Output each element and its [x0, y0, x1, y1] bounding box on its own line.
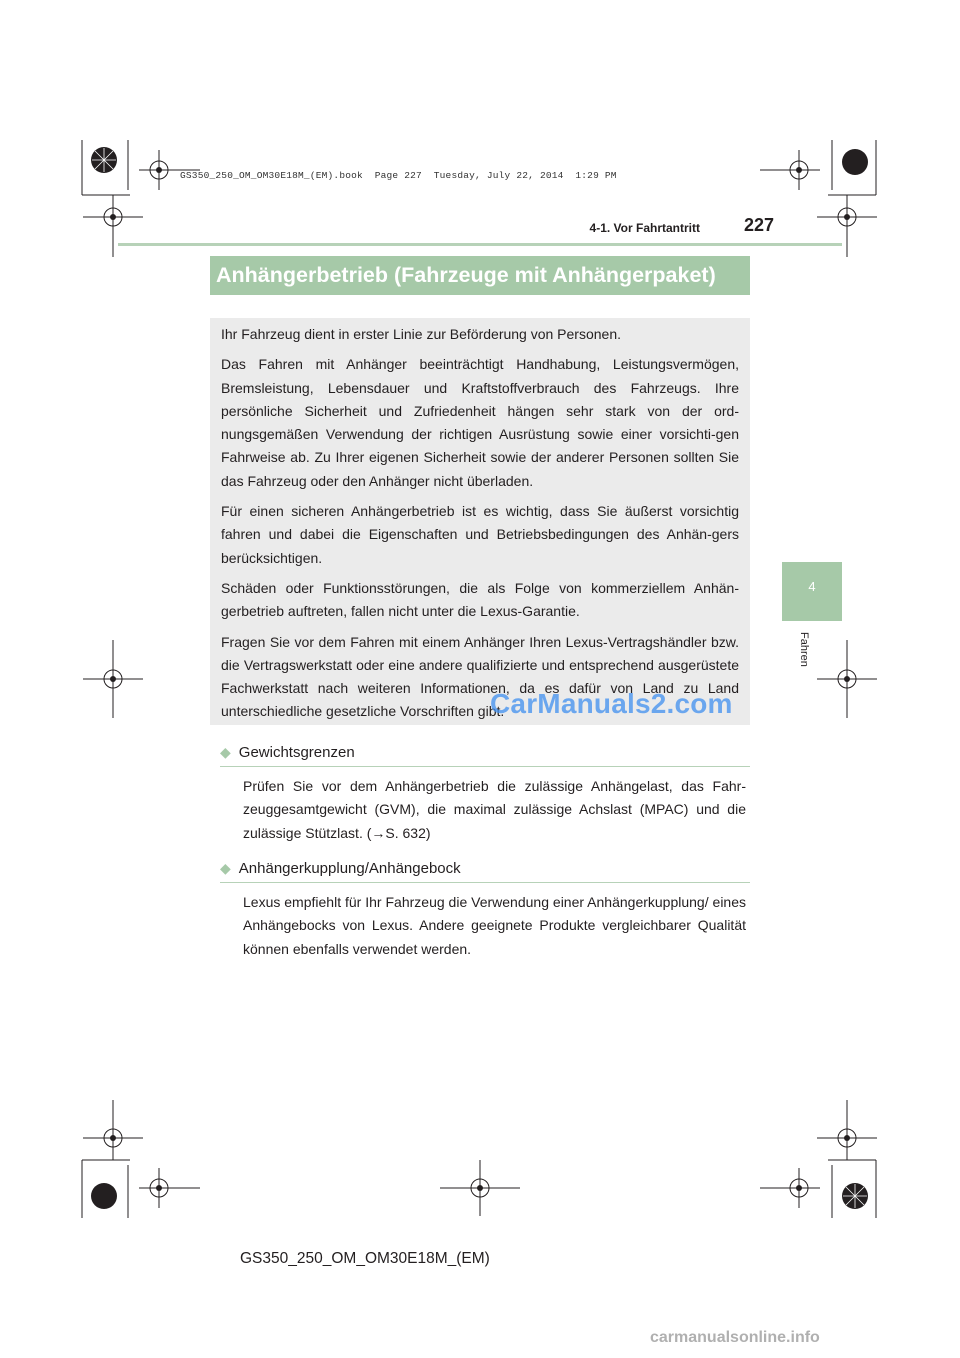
intro-paragraph: Für einen sicheren Anhängerbetrieb ist es wichtig, dass Sie äußerst vorsichtig fahren und dabei die Eigenschaften und Betriebsbedingungen des Anhän-gers berücksichtigen. [221, 503, 739, 566]
page-title: Anhängerbetrieb (Fahrzeuge mit Anhängerpaket) [210, 256, 750, 295]
chapter-label: Fahren [798, 632, 810, 667]
section-body-text: Lexus empfiehlt für Ihr Fahrzeug die Verwendung einer Anhängerkupplung/ eines Anhängebocks von Lexus. Andere geeignete Produkte vergleichbarer Qualität können ebenfalls verwendet werden. [243, 894, 746, 957]
chapter-tab [782, 562, 842, 621]
section-label: 4-1. Vor Fahrtantritt [589, 221, 700, 235]
section-body-text: Prüfen Sie vor dem Anhängerbetrieb die zulässige Anhängelast, das Fahr-zeuggesamtgewicht (GVM), die maximal zulässige Achslast (MPAC) und die zulässige Stützlast. (→S. 632) [243, 778, 746, 841]
chapter-number: 4 [808, 579, 816, 594]
bottom-brand: carmanualsonline.info [650, 1329, 820, 1346]
diamond-bullet-icon: ◆ [220, 860, 231, 876]
page-number: 227 [743, 215, 774, 235]
diamond-bullet-icon: ◆ [220, 744, 231, 760]
intro-box [210, 318, 750, 725]
watermark: CarManuals2.com [490, 688, 733, 719]
intro-paragraph: Schäden oder Funktionsstörungen, die als Folge von kommerziellem Anhän-gerbetrieb auftreten, fallen nicht unter die Lexus-Garantie. [221, 579, 739, 620]
intro-paragraph: Ihr Fahrzeug dient in erster Linie zur Beförderung von Personen. [221, 326, 622, 342]
intro-paragraph: Das Fahren mit Anhänger beeinträchtigt Handhabung, Leistungsvermögen, Bremsleistung, Lebensdauer und Kraftstoffverbrauch des Fahrzeugs. Ihre persönliche Sicherheit und Zufriedenheit hängen sehr stark von der ord-nungsgemäßen Verwendung der richtigen Ausrüstung sowie einer vorsichti-gen Fahrweise ab. Zu Ihrer eigenen Sicherheit sowie der anderer Personen sollten Sie das Fahrzeug oder den Anhänger nicht überladen. [221, 356, 739, 489]
section-heading [220, 740, 750, 767]
print-header: GS350_250_OM_OM30E18M_(EM).book Page 227 Tuesday, July 22, 2014 1:29 PM [180, 170, 617, 181]
section-heading-text: Gewichtsgrenzen [238, 744, 355, 761]
section-body [243, 891, 746, 961]
section-heading [220, 856, 750, 883]
section-heading-text: Anhängerkupplung/Anhängebock [238, 860, 461, 877]
section-body [243, 775, 746, 845]
footer-code: GS350_250_OM_OM30E18M_(EM) [240, 1250, 490, 1267]
intro-paragraph: Fragen Sie vor dem Fahren mit einem Anhänger Ihren Lexus-Vertragshändler bzw. die Vertragswerkstatt oder eine andere qualifizierte und entsprechend ausgerüstete Fachwerkstatt nach weiteren Informationen, da es dafür von Land zu Land unterschiedliche gesetzliche Vorschriften gibt. [221, 633, 739, 720]
header-rule [118, 243, 842, 246]
